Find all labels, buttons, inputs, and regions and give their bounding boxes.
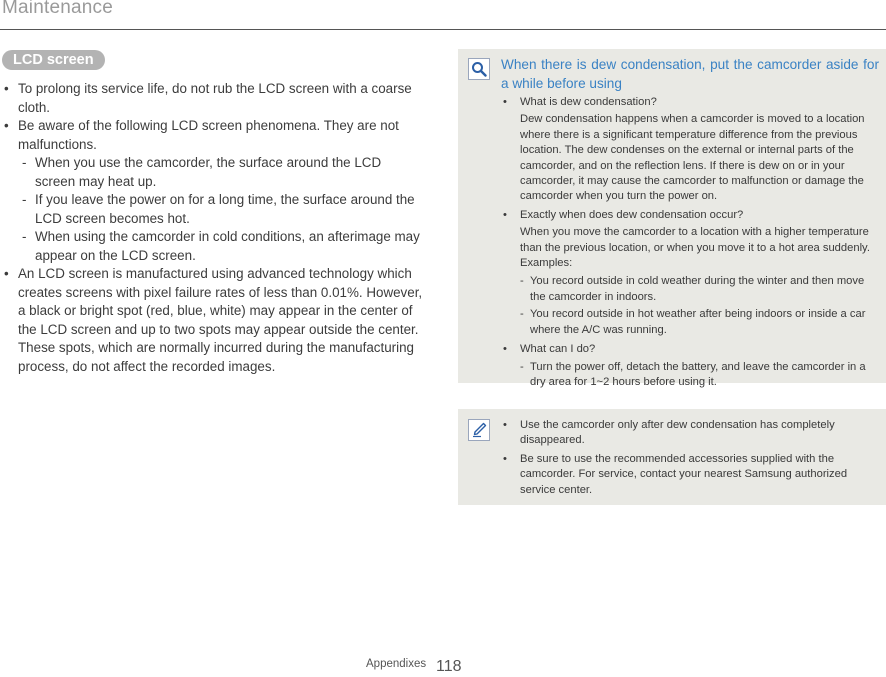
list-item: • An LCD screen is manufactured using advanced technology which creates screens with pixel failure rates of less than 0.01%. However, a black or bright spot (red, blue, white) may appear in the center of the LCD screen and up to two spots may appear outside the center. These spots, which are normally incurred during the manufacturing process, do not affect the recorded images. bbox=[4, 265, 424, 376]
note-item: • Use the camcorder only after dew condensation has completely disappeared. bbox=[503, 418, 879, 449]
box-body bbox=[503, 95, 879, 390]
magnifier-icon bbox=[468, 58, 490, 80]
sub-list-item: - When you use the camcorder, the surface around the LCD screen may heat up. bbox=[4, 154, 424, 191]
example-item: - You record outside in cold weather during the winter and then move the camcorder in indoors. bbox=[503, 274, 879, 305]
list-item: • To prolong its service life, do not rub the LCD screen with a coarse cloth. bbox=[4, 80, 424, 117]
section-label: LCD screen bbox=[2, 50, 105, 70]
pencil-icon bbox=[468, 419, 490, 441]
page-title: Maintenance bbox=[2, 0, 113, 18]
answer: When you move the camcorder to a location with a higher temperature than the previous location, or when you move it to a hot area suddenly. Examples: bbox=[520, 226, 870, 270]
sub-list-item: - If you leave the power on for a long time, the surface around the LCD screen becomes hot. bbox=[4, 191, 424, 228]
question: • What can I do? bbox=[503, 342, 879, 357]
answer: Dew condensation happens when a camcorder is moved to a location where there is a significant temperature difference from the previous location. The dew condenses on the external or internal parts of the camcorder, and on the reflection lens. If there is dew on or in your camcorder, it may cause the camcorder to malfunction or damage the camcorder when you turn the power on. bbox=[520, 113, 865, 203]
note-item: • Be sure to use the recommended accessories supplied with the camcorder. For service, contact your nearest Samsung authorized service center. bbox=[503, 452, 879, 498]
note-box bbox=[458, 409, 886, 505]
note-body bbox=[503, 418, 879, 501]
box-heading: When there is dew condensation, put the camcorder aside for a while before using bbox=[501, 57, 879, 91]
example-item: - Turn the power off, detach the battery, and leave the camcorder in a dry area for 1~2 hours before using it. bbox=[503, 360, 879, 391]
example-item: - You record outside in hot weather after being indoors or inside a car where the A/C was running. bbox=[503, 307, 879, 338]
lcd-screen-content bbox=[4, 80, 424, 376]
title-divider bbox=[0, 29, 886, 30]
page-number: 118 bbox=[436, 658, 462, 675]
sub-list-item: - When using the camcorder in cold conditions, an afterimage may appear on the LCD screen. bbox=[4, 228, 424, 265]
list-item: • Be aware of the following LCD screen phenomena. They are not malfunctions. bbox=[4, 117, 424, 154]
question: • What is dew condensation? bbox=[503, 95, 879, 110]
dew-condensation-box bbox=[458, 49, 886, 388]
question: • Exactly when does dew condensation occur? bbox=[503, 208, 879, 223]
footer-section: Appendixes bbox=[366, 658, 427, 670]
